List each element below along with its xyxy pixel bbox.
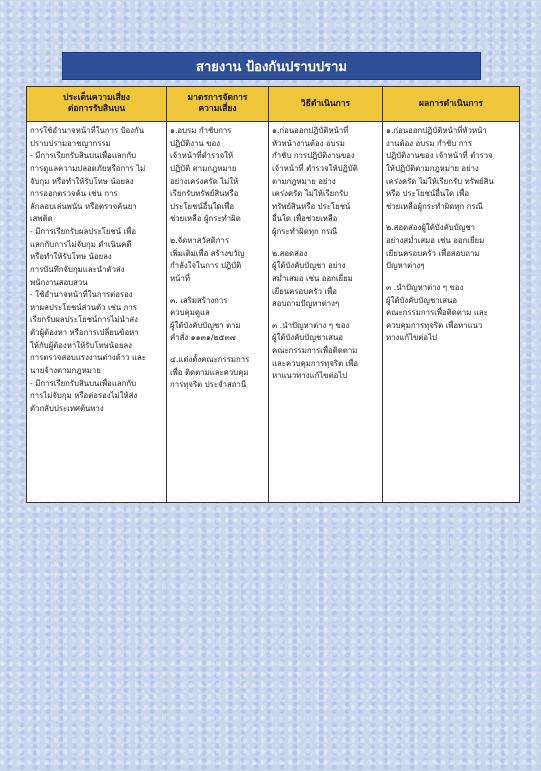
text-line: เรียกรับทรัพย์สินหรือ — [170, 189, 239, 199]
text-line: การทุจริต ประจำสถานี — [170, 380, 247, 390]
text-line: การไม่จับกุม หรือต่อรองไม่ให้ส่ง — [30, 391, 138, 401]
text-line: เยียนครอบครัว เพื่อสอบถาม — [386, 248, 480, 258]
text-line: หาแนวทางแก้ไขต่อไป — [272, 371, 348, 381]
text-line: พนักงานสอบสวน — [30, 277, 88, 287]
text-line: ทรัพย์สินหรือ ประโยชน์ — [272, 201, 351, 211]
text-line: ประโยชน์อื่นใดเพื่อ — [170, 201, 235, 211]
text-line: ปฏิบัติงานของ เจ้าหน้าที่ ตำรวจ — [386, 151, 493, 161]
text-line: ๒.สอดส่องผู้ใต้บังคับบัญชา — [386, 223, 475, 233]
text-line: เคร่งครัด ไม่ให้เรียกรับ ทรัพย์สิน — [386, 176, 494, 186]
header-line: ประเด็นความเสี่ยง — [63, 93, 130, 104]
paragraph — [272, 320, 379, 383]
text-line: คำสั่ง ๑๑๓๑/๒๕๓๗ — [170, 333, 236, 343]
text-line: กำชับ การปฏิบัติงานของ — [272, 151, 355, 161]
text-line: ๓ .นำปัญหาต่าง ๆ ของ — [386, 282, 464, 292]
paragraph — [30, 125, 163, 415]
text-line: คณะกรรมการเพื่อติดตาม — [272, 346, 358, 355]
text-line: กำลังใจในการ ปฏิบัติ — [170, 261, 242, 271]
text-line: ตัวผู้ต้องหา หรือการเปลี่ยนข้อหา — [30, 328, 139, 337]
text-line: ควบคุมการทุจริต เพื่อหาแนว — [386, 320, 483, 330]
text-line: - มีการเรียกรับผลประโยชน์ เพื่อ — [30, 227, 137, 236]
paragraph — [386, 282, 516, 345]
text-line: และควบคุมการทุจริต เพื่อ — [272, 358, 359, 368]
text-line: ผู้ใต้บังคับบัญชาเสนอ — [386, 295, 458, 305]
text-line: หรือ ประโยชน์อื่นใด เพื่อ — [386, 189, 470, 199]
text-line: - มีการเรียกรับสินบนเพื่อแลกกับ — [30, 378, 137, 388]
text-line: แลกกับการไม่จับกุม ดำเนินคดี — [30, 239, 132, 249]
text-line: ๓ .นำปัญหาต่าง ๆ ของ — [272, 320, 350, 330]
text-line: - มีการเรียกรับสินบนเพื่อแลกกับ — [30, 151, 137, 161]
cell-results — [383, 122, 520, 503]
paragraph — [170, 235, 265, 286]
text-line: ลักลอบเล่นพนัน หรือตรวจค้นยา — [30, 201, 137, 211]
text-line: ตามกฎหมาย อย่าง — [272, 176, 336, 186]
text-line: ๓. เสริมสร้างการ — [170, 295, 228, 305]
text-line: การบันทึกจับกุมและนำตัวส่ง — [30, 264, 125, 274]
table-row — [27, 122, 520, 503]
text-line: ตัวกลับประเทศต้นทาง — [30, 403, 104, 413]
text-line: เสพติด — [30, 214, 53, 224]
text-line: - ใช้อำนาจหน้าที่ในการต่อรอง — [30, 290, 133, 300]
text-line: เพื่อ ติดตามและควบคุม — [170, 367, 249, 377]
paragraph — [272, 125, 379, 239]
risk-table — [26, 86, 520, 503]
text-line: ๔.แต่งตั้งคณะกรรมการ — [170, 355, 250, 364]
text-line: การตรวจสอบแรงงานต่างด้าว และ — [30, 353, 146, 363]
text-line: งานต้อง อบรม กำชับ การ — [386, 138, 473, 148]
text-line: ทางแก้ไขต่อไป — [386, 333, 437, 343]
text-line: หาผลประโยชน์ส่วนตัว เช่น การ — [30, 302, 138, 312]
text-line: อย่างเคร่งครัด ไม่ให้ — [170, 176, 239, 186]
header-risk-issue — [27, 87, 167, 122]
text-line: ปฏิบัติ ตามกฎหมาย — [170, 163, 237, 173]
text-line: ผู้ใต้บังคับบัญชาเสนอ — [272, 333, 344, 343]
paragraph — [170, 295, 265, 346]
text-line: ๑.ก่อนออกปฏิบัติหน้าที่หัวหน้า — [386, 126, 487, 135]
text-line: สอบถามปัญหาต่างๆ — [272, 299, 340, 309]
cell-risk-measures — [167, 122, 269, 503]
header-line: ผลการดำเนินการ — [419, 98, 483, 109]
text-line: เคร่งครัด ไม่ให้เรียกรับ — [272, 189, 349, 199]
text-line: เรียกรับผลประโยชน์การไม่นำส่ง — [30, 315, 138, 325]
text-line: อื่นใด เพื่อช่วยเหลือ — [272, 214, 338, 224]
text-line: คณะกรรมการเพื่อติดตาม และ — [386, 308, 488, 318]
header-risk-measures — [167, 87, 269, 122]
header-line: ความเสี่ยง — [198, 104, 237, 114]
paragraph — [386, 125, 516, 213]
text-line: เยียนครอบครัว เพื่อ — [272, 286, 337, 296]
paragraph — [386, 222, 516, 273]
text-line: ปฏิบัติงาน ของ — [170, 138, 221, 148]
text-line: สม่ำเสมอ เช่น ออกเยี่ยม — [272, 273, 353, 283]
text-line: ควบคุมดูแล — [170, 308, 210, 318]
text-line: ให้ปฏิบัติตามกฎหมาย อย่าง — [386, 163, 479, 173]
text-line: อย่างสม่ำเสมอ เช่น ออกเยี่ยม — [386, 236, 485, 245]
page-title: สายงาน ป้องกันปราบปราม — [62, 52, 481, 80]
text-line: ผู้ใต้บังคับบัญชา ตาม — [170, 320, 241, 330]
header-procedure — [269, 87, 383, 122]
text-line: หัวหน้างานต้อง อบรม — [272, 138, 345, 148]
text-line: ให้กับผู้ต้องหาให้รับโทษน้อยลง — [30, 340, 132, 350]
text-line: ๑.อบรม กำชับการ — [170, 126, 232, 135]
text-line: หรือทำให้รับโทษ น้อยลง — [30, 252, 112, 262]
header-results — [383, 87, 520, 122]
text-line: ๑.ก่อนออกปฏิบัติหน้าที่ — [272, 126, 349, 135]
text-line: ปราบปรามอาชญากรรม — [30, 138, 111, 148]
text-line: ๒.จัดหาสวัสดิการ — [170, 236, 230, 245]
table-header-row — [27, 87, 520, 122]
text-line: การใช้อำนาจหน้าที่ในการ ป้องกัน — [30, 126, 145, 135]
text-line: เจ้าหน้าที่ ตำรวจให้ปฏิบัติ — [272, 163, 358, 173]
paragraph — [272, 248, 379, 311]
text-line: การออกตรวจค้น เช่น การ — [30, 189, 118, 199]
text-line: ช่วยเหลือผู้กระทำผิดทุก กรณี — [386, 201, 483, 211]
text-line: ๒.สอดส่อง — [272, 248, 308, 258]
text-line: นายจ้างตามกฎหมาย — [30, 365, 101, 375]
cell-risk-issue — [27, 122, 167, 503]
text-line: จับกุม หรือทำให้รับโทษ น้อยลง — [30, 176, 134, 186]
header-line: มาตรการจัดการ — [187, 93, 248, 104]
text-line: ผู้ใต้บังคับบัญชา อย่าง — [272, 261, 346, 271]
text-line: ผู้กระทำผิดทุก กรณี — [272, 227, 338, 236]
text-line: ปัญหาต่างๆ — [386, 261, 425, 271]
text-line: เพิ่มเติมเพื่อ สร้างขวัญ — [170, 248, 245, 258]
text-line: เจ้าหน้าที่ตำรวจให้ — [170, 151, 234, 161]
cell-procedure — [269, 122, 383, 503]
text-line: หน้าที่ — [170, 273, 190, 283]
header-line: ต่อการรับสินบน — [67, 104, 126, 114]
text-line: ช่วยเหลือ ผู้กระทำผิด — [170, 214, 241, 224]
paragraph — [170, 354, 265, 392]
text-line: การดูแลความปลอดภัยหรือการ ไม่ — [30, 163, 146, 173]
paragraph — [170, 125, 265, 226]
header-line: วิธีดำเนินการ — [300, 98, 351, 109]
